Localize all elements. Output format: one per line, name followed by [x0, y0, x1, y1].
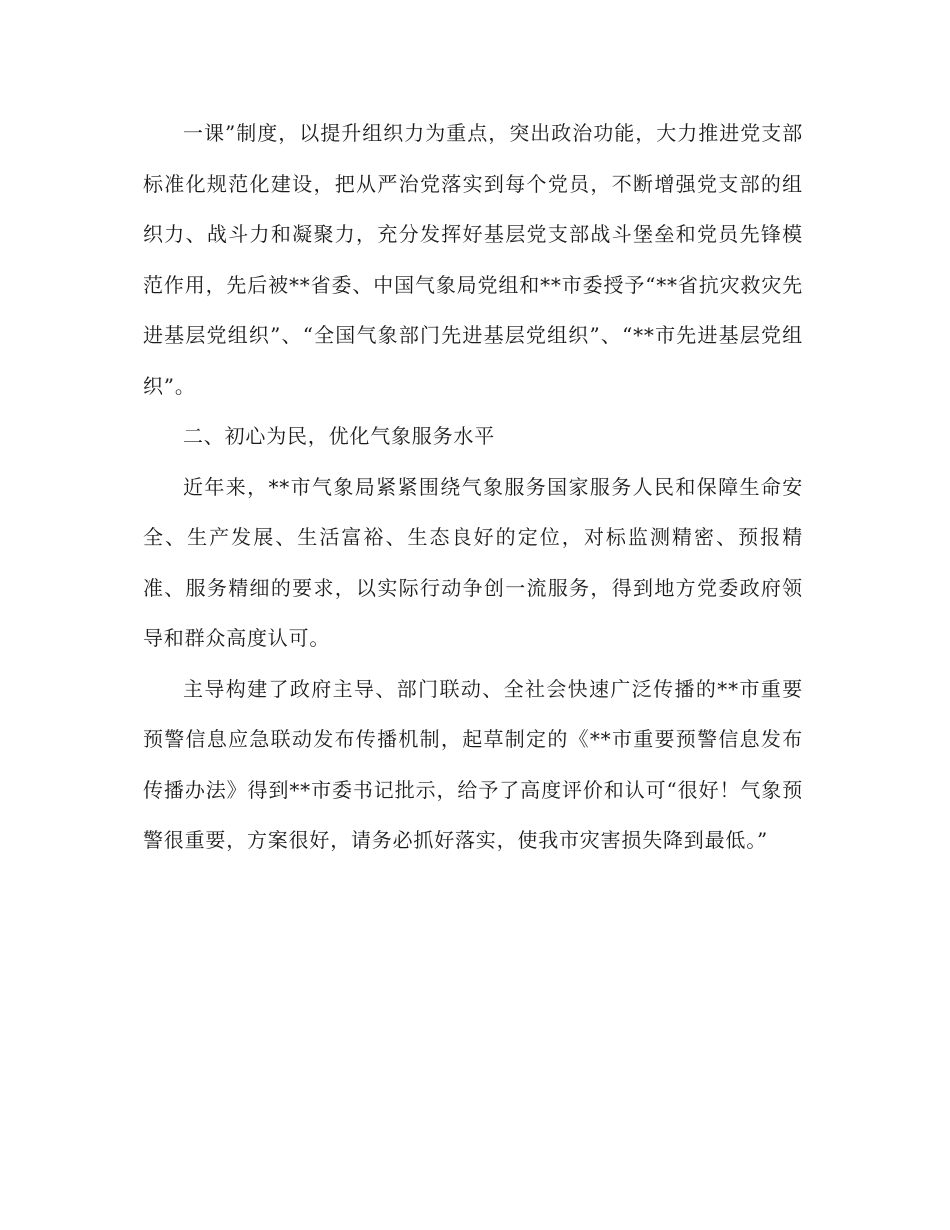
document-body [143, 108, 803, 866]
paragraph-party-building: 一课”制度，以提升组织力为重点，突出政治功能，大力推进党支部标准化规范化建设，把从严治党落实到每个党员，不断增强党支部的组织力、战斗力和凝聚力，充分发挥好基层党支部战斗堡垒和党员先锋模范作用，先后被**省委、中国气象局党组和**市委授予“**省抗灾救灾先进基层党组织”、“全国气象部门先进基层党组织”、“**市先进基层党组织”。 [143, 121, 803, 398]
paragraph-meteorological-service: 近年来，**市气象局紧紧围绕气象服务国家服务人民和保障生命安全、生产发展、生活富裕、生态良好的定位，对标监测精密、预报精准、服务精细的要求，以实际行动争创一流服务，得到地方党委政府领导和群众高度认可。 [143, 474, 803, 650]
paragraph-warning-mechanism: 主导构建了政府主导、部门联动、全社会快速广泛传播的**市重要预警信息应急联动发布传播机制，起草制定的《**市重要预警信息发布传播办法》得到**市委书记批示，给予了高度评价和认可“很好！气象预警很重要，方案很好，请务必抓好落实，使我市灾害损失降到最低。” [143, 676, 803, 852]
section-heading-two: 二、初心为民，优化气象服务水平 [183, 424, 495, 448]
